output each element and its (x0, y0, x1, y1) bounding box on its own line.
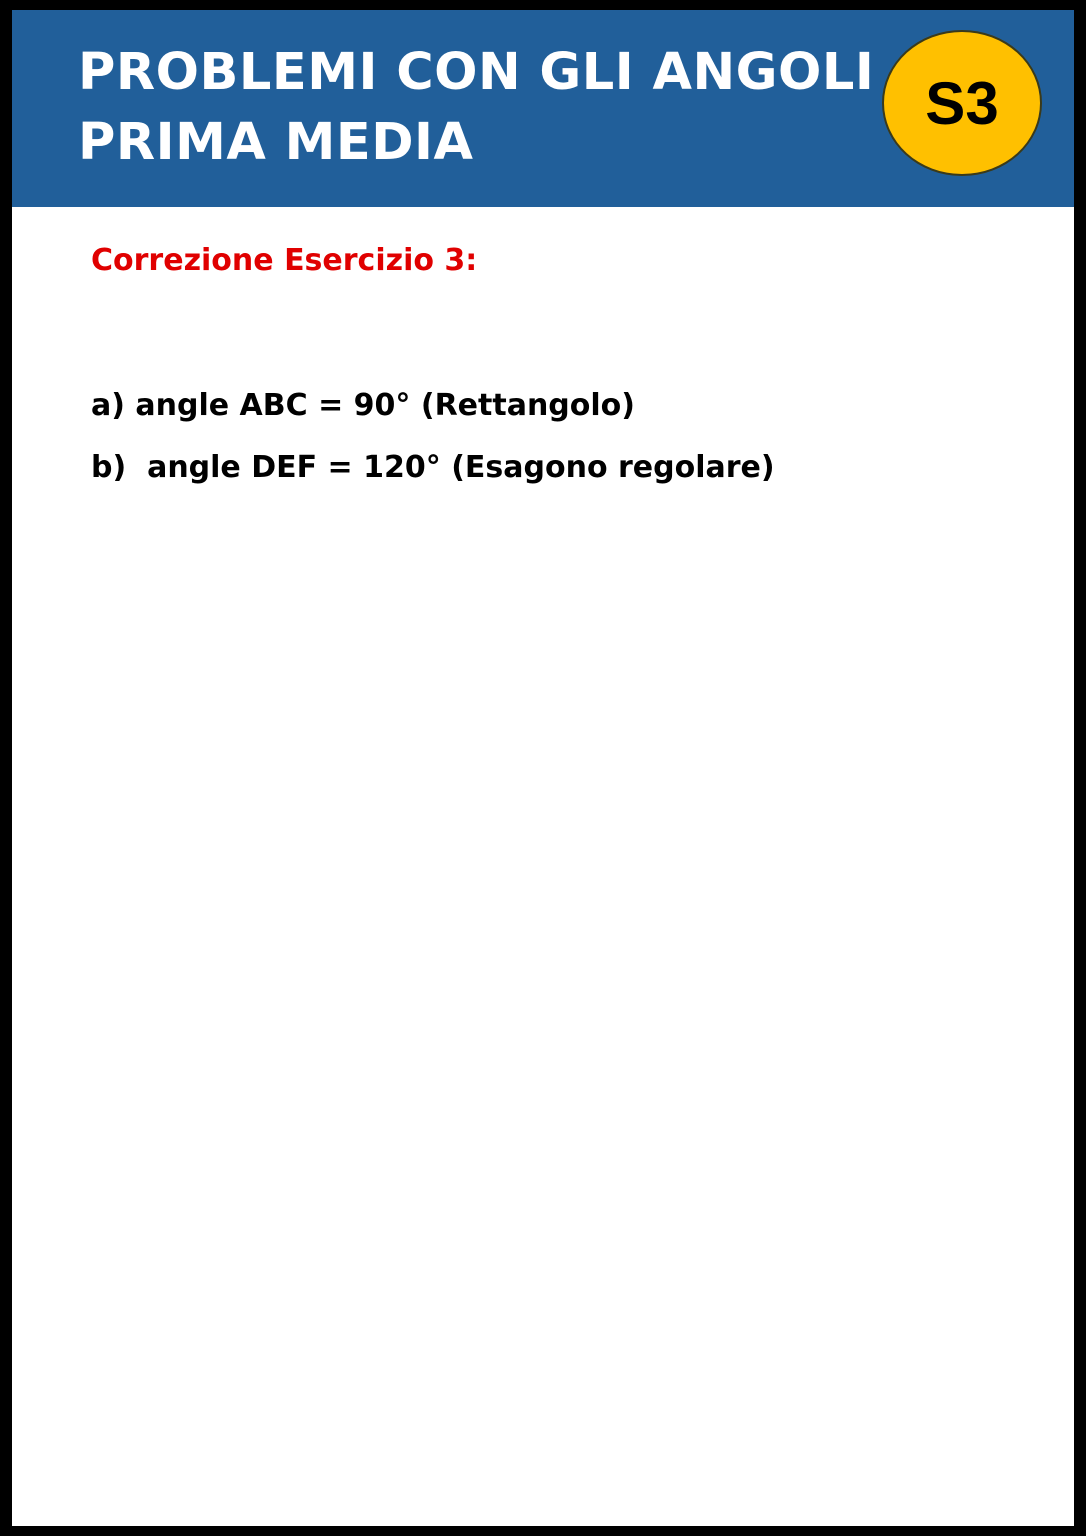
title-line-2: PRIMA MEDIA (78, 113, 474, 172)
answer-item: b) angle DEF = 120° (Esagono regolare) (91, 450, 775, 485)
page-title (78, 38, 874, 178)
section-title: Correzione Esercizio 3: (91, 243, 478, 278)
answer-list (91, 384, 1051, 490)
level-badge: S3 (882, 30, 1042, 176)
page-content (91, 240, 1051, 508)
title-line-1: PROBLEMI CON GLI ANGOLI (78, 43, 875, 102)
answer-item: a) angle ABC = 90° (Rettangolo) (91, 388, 635, 423)
page-header (12, 10, 1074, 207)
